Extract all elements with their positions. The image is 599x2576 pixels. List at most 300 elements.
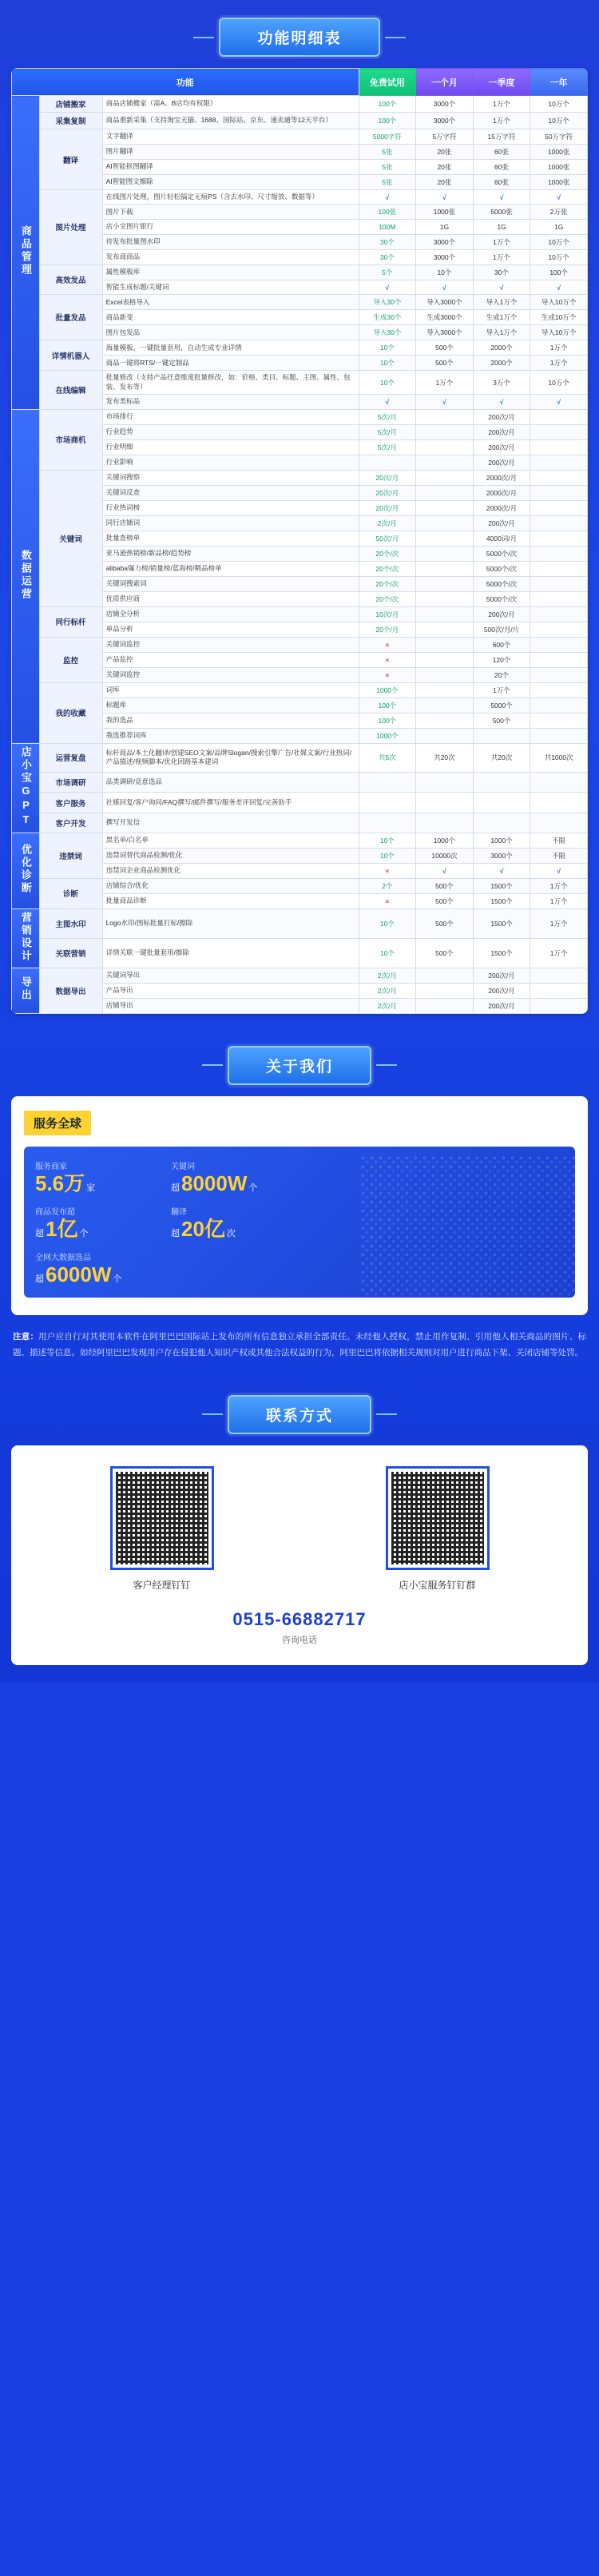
stat-label: 全网大数据选品 — [35, 1253, 91, 1262]
table-row — [12, 113, 588, 129]
value-free: 1000个 — [359, 728, 416, 743]
stat-label: 商品发布超 — [35, 1207, 75, 1217]
value-free — [359, 772, 416, 792]
value-free: 5次/月 — [359, 439, 416, 455]
qr-manager-icon — [110, 1466, 214, 1570]
group-cell: 主图水印 — [39, 908, 102, 938]
value-free: 1000个 — [359, 682, 416, 698]
value-free: 10个 — [359, 356, 416, 371]
table-row — [12, 938, 588, 968]
feature-desc: 行业影响 — [102, 455, 359, 470]
feature-desc: 标题库 — [102, 698, 359, 713]
value-quarter: 2000个 — [473, 356, 530, 371]
feature-desc: 关键词监控 — [102, 637, 359, 652]
group-cell: 采集复制 — [39, 113, 102, 129]
table-row — [12, 470, 588, 485]
features-table-head — [12, 69, 588, 96]
value-year: 共1000次 — [530, 743, 588, 772]
features-banner-wrap — [0, 0, 599, 68]
feature-desc: 违禁词替代商品检测/优化 — [102, 849, 359, 864]
value-quarter: 2000次/月 — [473, 500, 530, 515]
value-month: 500个 — [416, 908, 474, 938]
category-cell: 数据运营 — [12, 409, 40, 743]
value-year — [530, 968, 588, 983]
value-month — [416, 500, 474, 515]
value-year: 10万个 — [530, 371, 588, 395]
value-month — [416, 515, 474, 531]
value-quarter: 200次/月 — [473, 455, 530, 470]
table-row — [12, 190, 588, 205]
value-year — [530, 470, 588, 485]
value-free: 20个/次 — [359, 561, 416, 576]
value-month — [416, 698, 474, 713]
value-year — [530, 998, 588, 1013]
value-quarter: 60张 — [473, 145, 530, 160]
value-quarter — [473, 793, 530, 813]
value-free: × — [359, 667, 416, 682]
value-quarter: 2000次/月 — [473, 470, 530, 485]
category-cell: 优化诊断 — [12, 833, 40, 908]
value-month: 生成3000个 — [416, 310, 474, 325]
feature-desc: 图片包发品 — [102, 325, 359, 340]
value-free: 30个 — [359, 249, 416, 264]
value-month — [416, 409, 474, 424]
value-free: 30个 — [359, 234, 416, 249]
value-quarter: 200次/月 — [473, 606, 530, 622]
value-month: 1G — [416, 220, 474, 234]
feature-desc: 属性模板库 — [102, 264, 359, 280]
group-cell: 关键词 — [39, 470, 102, 606]
stat-item — [35, 1159, 163, 1194]
value-free: 2次/月 — [359, 998, 416, 1013]
category-cell: 营销设计 — [12, 908, 40, 968]
table-header-row — [12, 69, 588, 96]
value-quarter: 2000个 — [473, 340, 530, 356]
value-year: 1G — [530, 220, 588, 234]
value-quarter: 5000个 — [473, 698, 530, 713]
about-card — [11, 1096, 588, 1315]
value-month — [416, 424, 474, 439]
feature-desc: 词库 — [102, 682, 359, 698]
value-free: 5000字符 — [359, 129, 416, 145]
value-free: 20次/月 — [359, 470, 416, 485]
value-quarter: 3万个 — [473, 371, 530, 395]
value-month — [416, 813, 474, 833]
about-globe-panel — [24, 1147, 575, 1298]
table-row — [12, 743, 588, 772]
value-year — [530, 772, 588, 792]
value-month: 20张 — [416, 160, 474, 175]
feature-desc: 批量修改（支持产品任意维度批量修改，如：价格、类目、标题、主图、属性、包装、发布等） — [102, 371, 359, 395]
group-cell: 诊断 — [39, 878, 102, 908]
value-year: 导入10万个 — [530, 295, 588, 310]
value-quarter: 生成1万个 — [473, 310, 530, 325]
feature-desc: 关键词监控 — [102, 667, 359, 682]
stat-item — [35, 1205, 163, 1239]
value-free: 2个 — [359, 878, 416, 893]
value-free: 5张 — [359, 160, 416, 175]
value-quarter: 1万个 — [473, 249, 530, 264]
value-free: × — [359, 652, 416, 667]
value-quarter: 20个 — [473, 667, 530, 682]
value-quarter: 120个 — [473, 652, 530, 667]
value-year: 不限 — [530, 833, 588, 849]
feature-desc: 批量查榜单 — [102, 531, 359, 546]
table-row — [12, 606, 588, 622]
group-cell: 客户服务 — [39, 793, 102, 813]
feature-desc: 单品分析 — [102, 622, 359, 637]
value-free: 20个/次 — [359, 546, 416, 561]
category-cell: 商品管理 — [12, 96, 40, 410]
notice-body: 用户应自行对其使用本软件在阿里巴巴国际站上发布的所有信息独立承担全部责任。未经他人授权，禁止用作复制、引用他人相关商品的图片、标题、描述等信息。如经阿里巴巴发现用户存在侵犯他人知识产权或其他合法权益的行为，阿里巴巴将依据相关规则对用户进行商品下架、关闭店铺等处罚。 — [13, 1331, 587, 1358]
value-year: 1000张 — [530, 160, 588, 175]
value-free: × — [359, 637, 416, 652]
value-month: 20张 — [416, 145, 474, 160]
stat-label: 翻译 — [171, 1207, 187, 1217]
col-one-quarter: 一季度 — [473, 69, 530, 96]
value-quarter: √ — [473, 190, 530, 205]
value-year — [530, 455, 588, 470]
feature-desc: 撰写开发信 — [102, 813, 359, 833]
value-month: 500个 — [416, 893, 474, 908]
col-one-year: 一年 — [530, 69, 588, 96]
value-free: × — [359, 864, 416, 878]
value-year: 100个 — [530, 264, 588, 280]
value-year — [530, 622, 588, 637]
value-quarter: 60张 — [473, 175, 530, 190]
table-row — [12, 129, 588, 145]
value-free: 20个/次 — [359, 576, 416, 591]
value-year — [530, 439, 588, 455]
value-year: √ — [530, 864, 588, 878]
table-row — [12, 682, 588, 698]
value-year — [530, 667, 588, 682]
value-year — [530, 637, 588, 652]
value-quarter: 1000个 — [473, 833, 530, 849]
value-quarter: 1500个 — [473, 893, 530, 908]
value-year: 1万个 — [530, 938, 588, 968]
value-year — [530, 500, 588, 515]
contact-banner-wrap — [0, 1377, 599, 1445]
value-year — [530, 546, 588, 561]
feature-desc: 优质供应商 — [102, 591, 359, 606]
table-row — [12, 409, 588, 424]
notice-label: 注意： — [13, 1331, 39, 1342]
group-cell: 违禁词 — [39, 833, 102, 878]
value-year: √ — [530, 280, 588, 294]
value-month — [416, 998, 474, 1013]
stat-value: 5.6万 家 — [35, 1171, 96, 1195]
table-row — [12, 793, 588, 813]
feature-desc: Logo水印/图标批量打标/擦除 — [102, 908, 359, 938]
value-free: 导入30个 — [359, 325, 416, 340]
value-month — [416, 561, 474, 576]
category-cell: 店小宝GPT — [12, 743, 40, 833]
value-free: 2次/月 — [359, 515, 416, 531]
value-month: 导入3000个 — [416, 325, 474, 340]
table-row — [12, 772, 588, 792]
group-cell: 图片处理 — [39, 190, 102, 265]
value-year — [530, 424, 588, 439]
feature-desc: 发布商商品 — [102, 249, 359, 264]
value-month — [416, 793, 474, 813]
value-quarter — [473, 772, 530, 792]
value-free: 100个 — [359, 698, 416, 713]
value-quarter: 1万个 — [473, 113, 530, 129]
value-quarter — [473, 813, 530, 833]
value-year: 1万个 — [530, 340, 588, 356]
value-free: 20次/月 — [359, 485, 416, 500]
about-badge: 服务全球 — [24, 1111, 91, 1135]
features-title: 功能明细表 — [219, 18, 379, 57]
value-year — [530, 813, 588, 833]
value-quarter: 1G — [473, 220, 530, 234]
value-free: √ — [359, 395, 416, 409]
feature-desc: 详情关联一键批量套用/擦除 — [102, 938, 359, 968]
value-month: 导入3000个 — [416, 295, 474, 310]
value-free: 10个 — [359, 371, 416, 395]
feature-desc: 行业趋势 — [102, 424, 359, 439]
value-month — [416, 772, 474, 792]
feature-desc: 待发布批量图水印 — [102, 234, 359, 249]
value-year — [530, 409, 588, 424]
value-year — [530, 652, 588, 667]
about-title: 关于我们 — [228, 1046, 371, 1085]
value-year — [530, 576, 588, 591]
feature-desc: AI智能抠图翻译 — [102, 160, 359, 175]
value-free: 10个 — [359, 833, 416, 849]
notice-text — [13, 1330, 586, 1362]
feature-desc: 店小宝图片银行 — [102, 220, 359, 234]
value-month — [416, 485, 474, 500]
value-free: 10个 — [359, 340, 416, 356]
value-year — [530, 515, 588, 531]
feature-desc: alibaba爆力榜/销量榜/蓝海榜/精品榜单 — [102, 561, 359, 576]
value-year: 50万字符 — [530, 129, 588, 145]
value-year — [530, 591, 588, 606]
value-year — [530, 561, 588, 576]
table-row — [12, 264, 588, 280]
value-free: 10个 — [359, 849, 416, 864]
value-month: 5万字符 — [416, 129, 474, 145]
feature-desc: 在线图片处理，图片轻松搞定无痕PS（含去水印、尺寸缩放、数据等） — [102, 190, 359, 205]
group-cell: 店铺搬家 — [39, 96, 102, 113]
value-free: 2次/月 — [359, 968, 416, 983]
value-year — [530, 485, 588, 500]
value-year: 1万个 — [530, 908, 588, 938]
value-quarter: 60张 — [473, 160, 530, 175]
value-quarter: √ — [473, 395, 530, 409]
value-free: 5张 — [359, 145, 416, 160]
value-quarter: 2000次/月 — [473, 485, 530, 500]
feature-desc: 亚马逊热销榜/新品榜/趋势榜 — [102, 546, 359, 561]
col-one-month: 一个月 — [416, 69, 474, 96]
value-quarter: 1500个 — [473, 908, 530, 938]
value-quarter: 200次/月 — [473, 998, 530, 1013]
value-month — [416, 968, 474, 983]
value-free: √ — [359, 190, 416, 205]
feature-desc: 我的选品 — [102, 713, 359, 728]
value-month: 3000个 — [416, 249, 474, 264]
feature-desc: 图片下载 — [102, 205, 359, 220]
value-year: 生成10万个 — [530, 310, 588, 325]
feature-desc: 同行店铺词 — [102, 515, 359, 531]
value-year — [530, 713, 588, 728]
value-quarter: 导入1万个 — [473, 325, 530, 340]
group-cell: 我的收藏 — [39, 682, 102, 743]
value-month: 10000次 — [416, 849, 474, 864]
feature-desc: 图片翻译 — [102, 145, 359, 160]
value-quarter: 500次/月/片 — [473, 622, 530, 637]
value-year: 10万个 — [530, 113, 588, 129]
qr-item — [386, 1466, 490, 1592]
feature-desc: 社媒回复/客户询问/FAQ撰写/邮件撰写/服务差评回复/完善助手 — [102, 793, 359, 813]
feature-desc: 商品店铺搬家（需A、B店均有权限） — [102, 96, 359, 113]
value-free: 20次/月 — [359, 500, 416, 515]
value-month: 1万个 — [416, 371, 474, 395]
value-free — [359, 793, 416, 813]
stat-value: 超6000W 个 — [35, 1262, 122, 1286]
value-month — [416, 983, 474, 998]
value-year — [530, 793, 588, 813]
value-month: 3000个 — [416, 234, 474, 249]
value-free — [359, 813, 416, 833]
value-quarter: 15万字符 — [473, 129, 530, 145]
phone-number[interactable]: 0515-66882717 — [232, 1608, 367, 1629]
stat-item — [171, 1205, 299, 1239]
group-cell: 市场调研 — [39, 772, 102, 792]
value-free: 100M — [359, 220, 416, 234]
value-month: 500个 — [416, 938, 474, 968]
value-quarter: 5000个/次 — [473, 576, 530, 591]
feature-desc: 产品监控 — [102, 652, 359, 667]
group-cell: 同行标杆 — [39, 606, 102, 637]
group-cell: 高效发品 — [39, 264, 102, 294]
feature-desc: 店铺综合/优化 — [102, 878, 359, 893]
stat-item — [35, 1250, 299, 1285]
value-quarter: 5000个/次 — [473, 591, 530, 606]
category-cell: 导出 — [12, 968, 40, 1013]
qr-service-group-icon — [386, 1466, 490, 1570]
value-month — [416, 531, 474, 546]
value-month: 500个 — [416, 878, 474, 893]
feature-desc: 我选推荐词库 — [102, 728, 359, 743]
value-month — [416, 637, 474, 652]
value-free: 共5次 — [359, 743, 416, 772]
value-year — [530, 606, 588, 622]
value-quarter: 3000个 — [473, 849, 530, 864]
value-free: × — [359, 893, 416, 908]
table-row — [12, 295, 588, 310]
value-month: 20张 — [416, 175, 474, 190]
feature-desc: 商品重新采集（支持淘宝天猫、1688、国际站、京东、速卖通等12天平台） — [102, 113, 359, 129]
feature-desc: 黑名单/白名单 — [102, 833, 359, 849]
table-row — [12, 968, 588, 983]
value-month: 500个 — [416, 356, 474, 371]
value-month: 共20次 — [416, 743, 474, 772]
stat-value: 超20亿 次 — [171, 1216, 236, 1241]
value-year: 2万张 — [530, 205, 588, 220]
value-month: √ — [416, 190, 474, 205]
feature-desc: 关键词搜索词 — [102, 576, 359, 591]
value-quarter: 200次/月 — [473, 439, 530, 455]
value-quarter: 导入1万个 — [473, 295, 530, 310]
value-year: 10万个 — [530, 96, 588, 113]
stat-label: 服务商家 — [35, 1162, 67, 1171]
feature-desc: Excel表格导入 — [102, 295, 359, 310]
value-quarter: 500个 — [473, 713, 530, 728]
feature-desc: 店铺全分析 — [102, 606, 359, 622]
value-month — [416, 652, 474, 667]
value-month: 3000个 — [416, 96, 474, 113]
value-year: 1000张 — [530, 145, 588, 160]
feature-desc: 商品一键将RTS/一键定制品 — [102, 356, 359, 371]
value-year: 10万个 — [530, 249, 588, 264]
value-year: 不限 — [530, 849, 588, 864]
group-cell: 详情机器人 — [39, 340, 102, 371]
col-free-trial: 免费试用 — [359, 69, 416, 96]
value-free: 20个/月 — [359, 622, 416, 637]
group-cell: 翻译 — [39, 129, 102, 190]
value-free: 5次/月 — [359, 409, 416, 424]
group-cell: 客户开发 — [39, 813, 102, 833]
value-year: 1000张 — [530, 175, 588, 190]
qr-caption: 客户经理钉钉 — [133, 1579, 191, 1591]
qr-caption: 店小宝服务钉钉群 — [399, 1579, 476, 1591]
feature-desc: 海量模板，一键批量套用，自动生成专业详情 — [102, 340, 359, 356]
value-month — [416, 591, 474, 606]
value-quarter: 1500个 — [473, 878, 530, 893]
table-row — [12, 340, 588, 356]
value-free: 5个 — [359, 264, 416, 280]
value-year: 10万个 — [530, 234, 588, 249]
contact-card — [11, 1445, 588, 1665]
value-quarter: 1万个 — [473, 234, 530, 249]
value-free: 100个 — [359, 113, 416, 129]
value-month: 500个 — [416, 340, 474, 356]
feature-desc: AI智能图文擦除 — [102, 175, 359, 190]
group-cell: 在线编辑 — [39, 371, 102, 409]
value-year: 1万个 — [530, 356, 588, 371]
feature-desc: 店铺导出 — [102, 998, 359, 1013]
value-quarter: 共20次 — [473, 743, 530, 772]
value-free: 100张 — [359, 205, 416, 220]
value-free: 2次/月 — [359, 983, 416, 998]
stat-value: 超8000W 个 — [171, 1171, 258, 1195]
value-month — [416, 682, 474, 698]
value-quarter: 1万个 — [473, 96, 530, 113]
value-free: 生成30个 — [359, 310, 416, 325]
feature-desc: 关键词导出 — [102, 968, 359, 983]
value-month: 1000个 — [416, 833, 474, 849]
value-free: 100个 — [359, 713, 416, 728]
value-quarter: 4000词/月 — [473, 531, 530, 546]
value-quarter: √ — [473, 280, 530, 294]
group-cell: 监控 — [39, 637, 102, 682]
table-row — [12, 96, 588, 113]
value-quarter: 5000张 — [473, 205, 530, 220]
value-quarter: 200次/月 — [473, 968, 530, 983]
value-month — [416, 667, 474, 682]
value-month: 3000个 — [416, 113, 474, 129]
value-year: 导入10万个 — [530, 325, 588, 340]
table-row — [12, 371, 588, 395]
value-month: 10个 — [416, 264, 474, 280]
value-quarter: 200次/月 — [473, 983, 530, 998]
value-year — [530, 698, 588, 713]
value-month — [416, 713, 474, 728]
value-quarter: 5000个/次 — [473, 561, 530, 576]
